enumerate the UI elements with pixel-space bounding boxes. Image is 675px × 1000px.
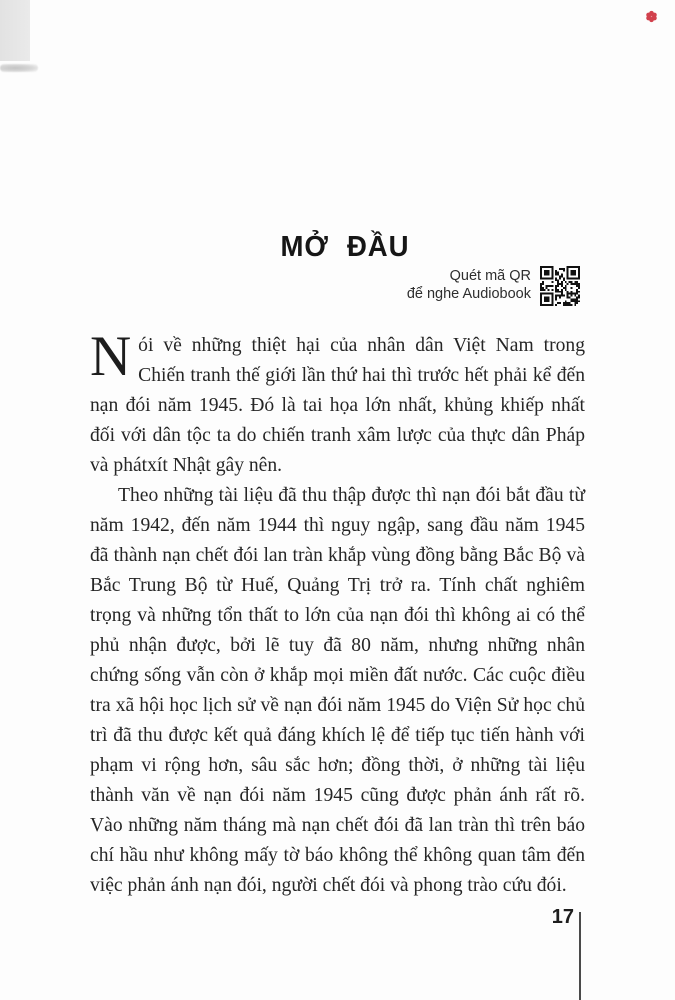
paragraph-1-text: ói về những thiệt hại của nhân dân Việt Nam trong Chiến tranh thế giới lần thứ hai thì trước hết phải kể đến nạn đói năm 1945. Đó là tai họa lớn nhất, khủng khiếp nhất đối với dân tộc ta do chiến tranh xâm lược của thực dân Pháp và phátxít Nhật gây nên. [90, 335, 585, 476]
chapter-title: MỞ ĐẦU [280, 231, 410, 263]
audiobook-caption [407, 267, 531, 303]
scan-shadow-mark [0, 64, 38, 72]
audiobook-caption-line1: Quét mã QR [449, 268, 531, 284]
drop-cap: N [90, 325, 132, 388]
qr-code [540, 266, 580, 306]
body-text [90, 325, 585, 901]
footer-vertical-rule [579, 912, 581, 1000]
red-flower-ornament-icon [644, 9, 659, 24]
paragraph-2: Theo những tài liệu đã thu thập được thì nạn đói bắt đầu từ năm 1942, đến năm 1944 thì nguy ngập, sang đầu năm 1945 đã thành nạn chết đói lan tràn khắp vùng đồng bằng Bắc Bộ và Bắc Trung Bộ từ Huế, Quảng Trị trở ra. Tính chất nghiêm trọng và những tổn thất to lớn của nạn đói thì không ai có thể phủ nhận được, bởi lẽ tuy đã 80 năm, nhưng những nhân chứng sống vẫn còn ở khắp mọi miền đất nước. Các cuộc điều tra xã hội học lịch sử về nạn đói năm 1945 do Viện Sử học chủ trì đã thu được kết quả đáng khích lệ để tiếp tục tiến hành với phạm vi rộng hơn, sâu sắc hơn; đồng thời, ở những tài liệu thành văn về nạn đói năm 1945 cũng được phản ánh rất rõ. Vào những năm tháng mà nạn chết đói đã lan tràn thì trên báo chí hầu như không mấy tờ báo không thể không quan tâm đến việc phản ánh nạn đói, người chết đói và phong trào cứu đói. [90, 485, 585, 896]
scan-edge-artifact [0, 0, 30, 61]
paragraph-1 [90, 325, 585, 481]
audiobook-caption-line2: để nghe Audiobook [406, 286, 531, 302]
page-number: 17 [551, 906, 574, 928]
